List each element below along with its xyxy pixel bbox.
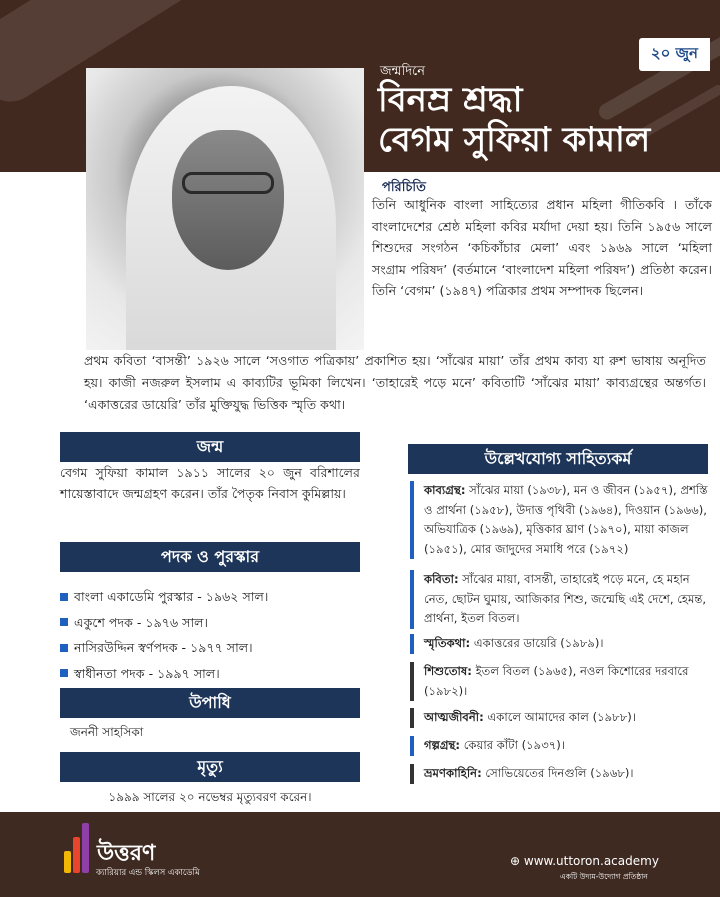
work-label: আত্মজীবনী: [424,710,484,724]
headline-tribute: বিনম্র শ্রদ্ধা [378,80,523,120]
death-text: ১৯৯৯ সালের ২০ নভেম্বর মৃত্যুবরণ করেন। [108,790,312,804]
work-label: কবিতা: [424,572,459,586]
work-label: গল্পগ্রন্থ: [424,738,461,752]
globe-icon: ⊕ [510,854,524,868]
website-text: www.uttoron.academy [523,854,659,868]
brand-name: উত্তরণ [97,841,156,866]
brand-subtitle: ক্যারিয়ার এন্ড স্কিলস একাডেমি [96,868,200,878]
portrait-photo [86,68,364,350]
work-text: সোভিয়েতের দিনগুলি (১৯৬৮)। [481,766,634,780]
logo-bar [73,837,80,873]
list-item [60,610,360,636]
death-heading: মৃত্যু [60,752,360,782]
birth-text: বেগম সুফিয়া কামাল ১৯১১ সালের ২০ জুন বরিশালের শায়েস্তাবাদে জন্মগ্রহণ করেন। তাঁর পৈতৃক নিবাস কুমিল্লায়। [60,465,360,501]
title-heading: উপাধি [60,688,360,718]
headline-name: বেগম সুফিয়া কামাল [378,120,651,160]
birth-heading: জন্ম [60,432,360,462]
awards-heading: পদক ও পুরস্কার [60,542,360,572]
intro-body: তিনি আধুনিক বাংলা সাহিত্যের প্রধান মহিলা গীতিকবি । তাঁকে বাংলাদেশের শ্রেষ্ঠ মহিলা কবির মর্যাদা দেয়া হয়। তিনি ১৯৫৬ সালে শিশুদের সংগঠন ‘কচিকাঁচার মেলা’ এবং ১৯৬৯ সালে ‘মহিলা সংগ্রাম পরিষদ’ (বর্তমানে ‘বাংলাদেশ মহিলা পরিষদ’) প্রতিষ্ঠা করেন। তিনি ‘বেগম’ (১৯৪৭) পত্রিকার প্রথম সম্পাদক ছিলেন। [372,197,712,298]
award-text: নাসিরউদ্দিন স্বর্ণপদক - ১৯৭৭ সাল। [74,640,253,655]
award-text: একুশে পদক - ১৯৭৬ সাল। [74,614,209,630]
header-kicker: জন্মদিনে [380,64,426,79]
award-text: বাংলা একাডেমি পুরস্কার - ১৯৬২ সাল। [74,589,269,604]
work-item-childrens [410,662,712,701]
square-bullet-icon [60,593,68,601]
work-label: শিশুতোষ: [424,664,472,678]
list-item [60,661,360,687]
work-item-autobiography [410,708,712,728]
work-text: ইতল বিতল (১৯৬৫), নওল কিশোরের দরবারে (১৯৮২)। [424,664,689,698]
work-text: কেয়ার কাঁটা (১৯৩৭)। [460,738,565,752]
list-item [60,635,360,661]
title-text: জননী সাহসিকা [70,725,144,739]
work-item-travelogue [410,764,712,784]
logo-bar [82,823,89,873]
work-label: ভ্রমণকাহিনি: [424,766,482,780]
work-text: সাঁঝের মায়া (১৯৩৮), মন ও জীবন (১৯৫৭), প্রশস্তি ও প্রার্থনা (১৯৫৮), উদাত্ত পৃথিবী (১৯৬৪), দিওয়ান (১৯৬৬), অভিযাত্রিক (১৯৬৯), মৃত্তিকার ঘ্রাণ (১৯৭০), মায়া কাজল (১৯৫১), মোর জাদুদের সমাধি পরে (১৯৭২) [424,483,708,556]
works-heading: উল্লেখযোগ্য সাহিত্যকর্ম [408,444,708,474]
portrait-glasses [182,172,274,194]
tagline: একটি উদ্যম-উদ্যোগ প্রতিষ্ঠান [560,872,648,881]
work-label: স্মৃতিকথা: [424,636,471,650]
intro-heading: পরিচিতি [382,180,426,195]
work-item-poetry-books [410,481,712,559]
list-item [60,584,360,610]
square-bullet-icon [60,618,68,626]
square-bullet-icon [60,644,68,652]
date-badge: ২০ জুন [639,38,710,71]
website-link[interactable] [510,854,659,868]
square-bullet-icon [60,669,68,677]
work-text: সাঁঝের মায়া, বাসন্তী, তাহারেই পড়ে মনে, হে মহান নেত, ছোটন ঘুমায়, আজিকার শিশু, জন্মেছি এই দেশে, হেমন্ত, প্রার্থনা, ইতল বিতল। [424,572,707,625]
work-text: একাত্তরের ডায়েরি (১৯৮৯)। [470,636,604,650]
work-item-poems [410,570,712,629]
brand-logo-icon [64,823,90,873]
work-item-stories [410,736,712,756]
portrait-face [172,130,284,270]
work-text: একালে আমাদের কাল (১৯৮৮)। [483,710,636,724]
first-poem-paragraph: প্রথম কবিতা ‘বাসন্তী’ ১৯২৬ সালে ‘সওগাত পত্রিকায়’ প্রকাশিত হয়। ‘সাঁঝের মায়া’ তাঁর প্রথম কাব্য যা রুশ ভাষায় অনূদিত হয়। কাজী নজরুল ইসলাম এ কাব্যটির ভূমিকা লিখেন। ‘তাহারেই পড়ে মনে’ কবিতাটি ‘সাঁঝের মায়া’ কাব্যগ্রন্থের অন্তর্গত। ‘একাত্তরের ডায়েরি’ তাঁর মুক্তিযুদ্ধ ভিত্তিক স্মৃতি কথা। [84,353,706,412]
logo-bar [64,851,71,873]
award-text: স্বাধীনতা পদক - ১৯৯৭ সাল। [74,665,220,681]
work-item-memoir [410,634,712,654]
awards-list [60,584,360,686]
work-label: কাব্যগ্রন্থ: [424,483,466,497]
